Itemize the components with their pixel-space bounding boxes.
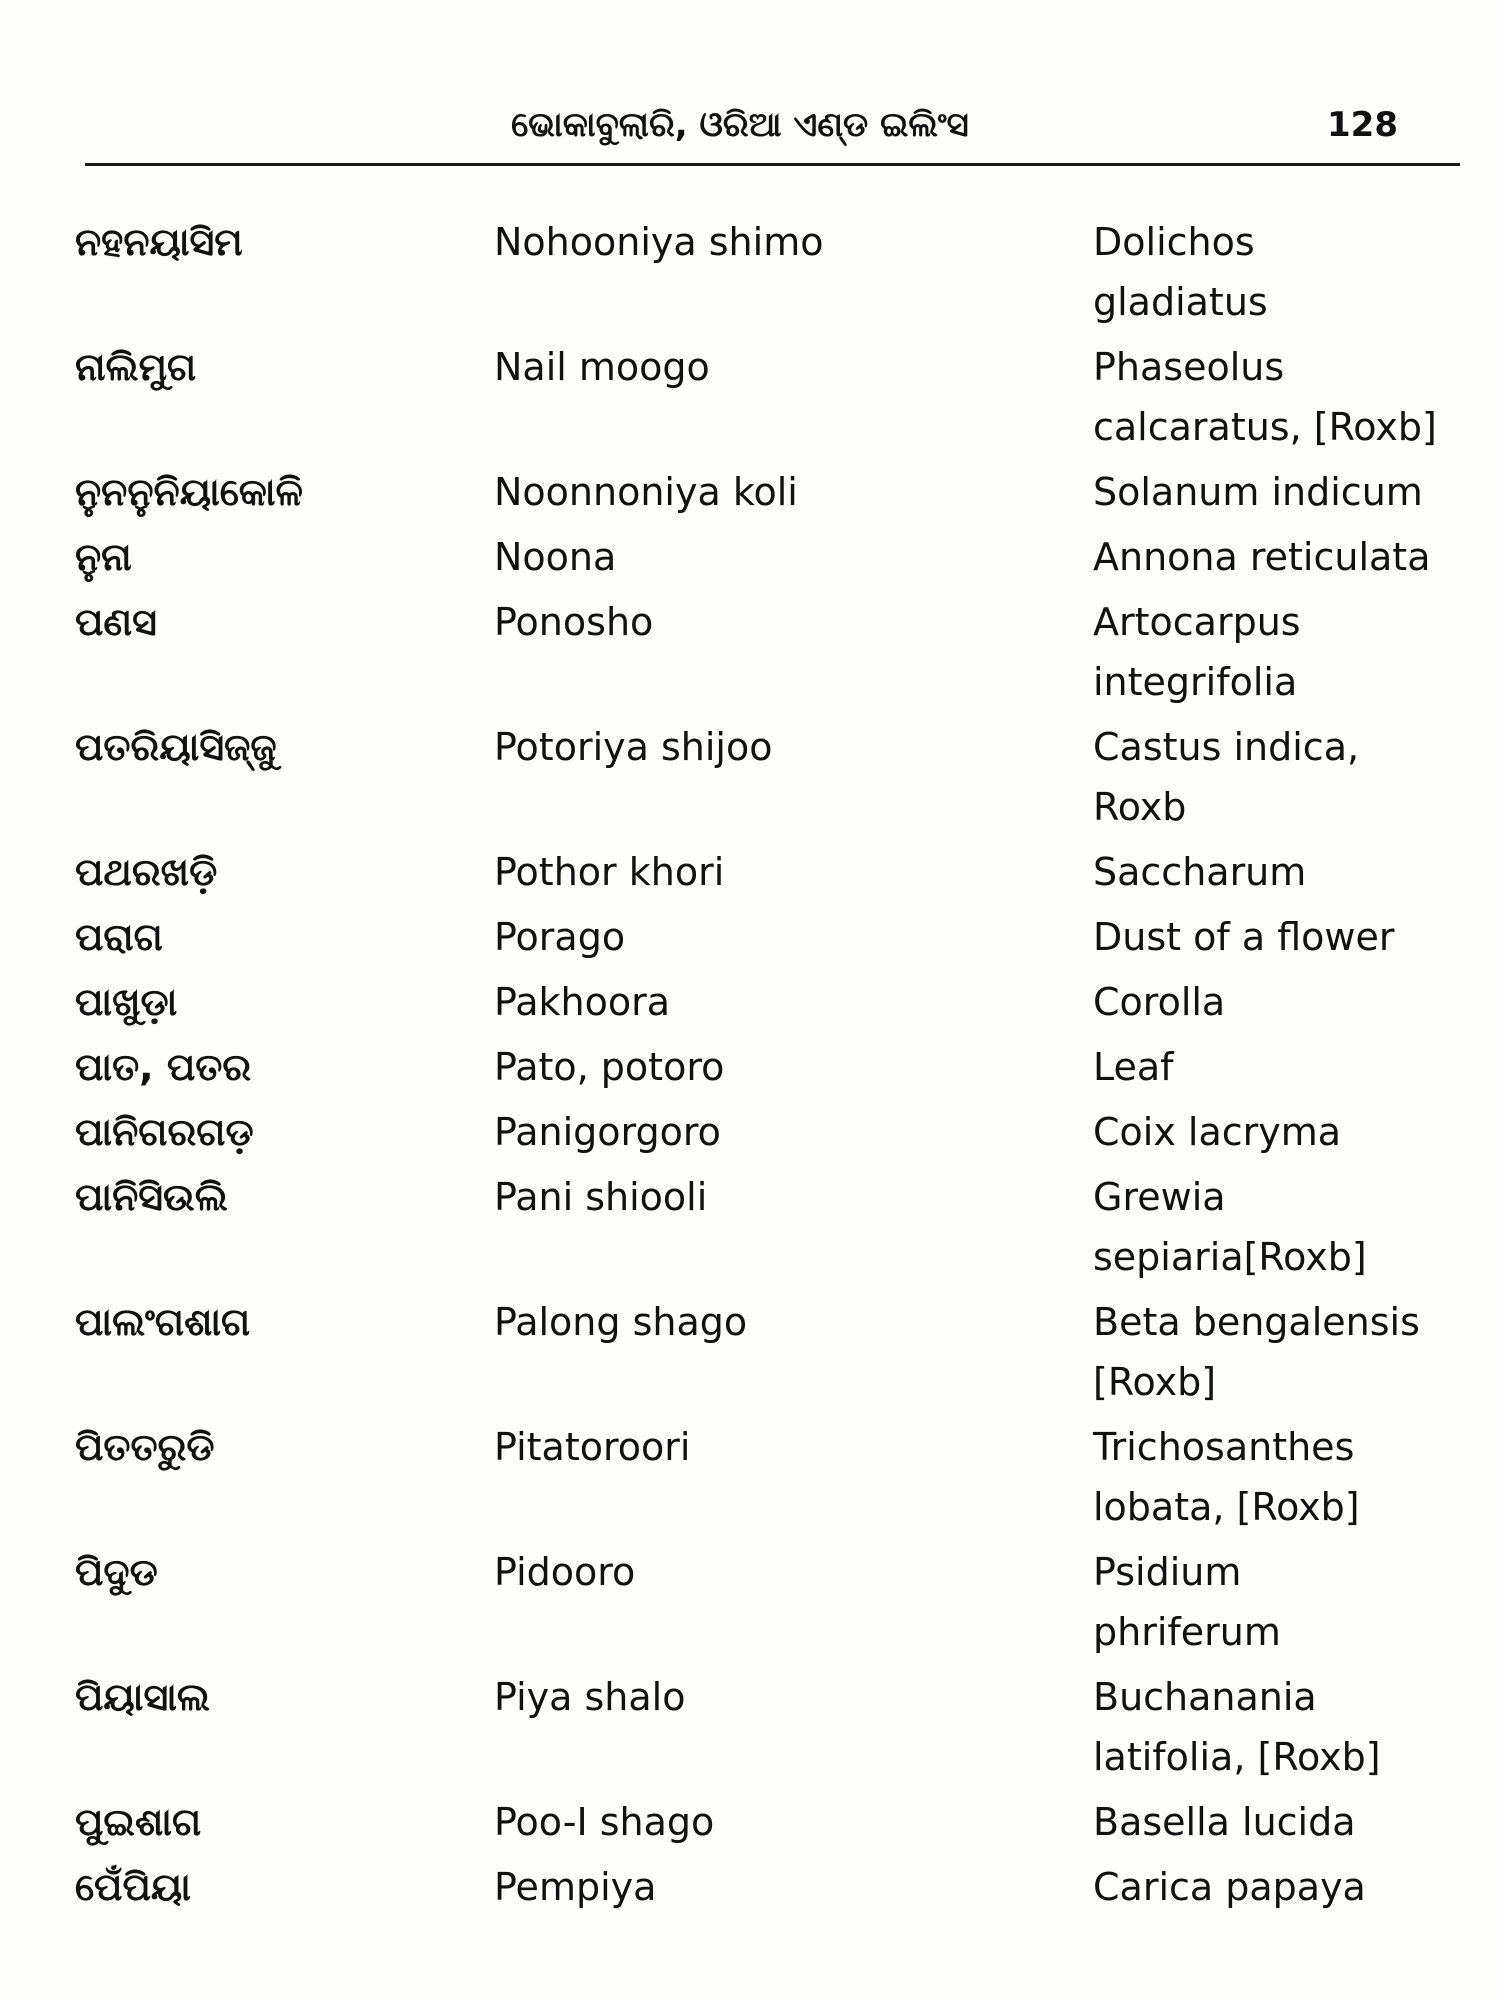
transliteration: Porago	[494, 915, 626, 959]
scientific-name	[1093, 1292, 1488, 1412]
odia-term: ପଣସ	[75, 600, 157, 644]
odia-term: ପାନିସିଉଲି	[75, 1175, 228, 1219]
scientific-name-line: sepiaria[Roxb]	[1093, 1235, 1367, 1279]
scientific-name-line: [Roxb]	[1093, 1360, 1217, 1404]
scientific-name-line: Beta bengalensis	[1093, 1300, 1420, 1344]
scientific-name	[1093, 1667, 1488, 1787]
scientific-name-line: Phaseolus	[1093, 345, 1285, 389]
scientific-name-line: Saccharum	[1093, 850, 1307, 894]
scientific-name	[1093, 337, 1488, 457]
odia-term: ପିୟାସାଲ	[75, 1675, 210, 1719]
scientific-name-line: Castus indica,	[1093, 725, 1360, 769]
scientific-name	[1093, 717, 1488, 837]
running-title: ଭୋକାବୁଲାରି, ଓରିଆ ଏଣ୍ଡ ଇଲିଂସ	[511, 105, 969, 145]
odia-term: ପିଦୁଡ	[75, 1550, 158, 1594]
odia-term: ପୁଇଶାଗ	[75, 1800, 202, 1844]
odia-term: ପାନିଗରଗଡ଼	[75, 1110, 254, 1154]
transliteration: Nohooniya shimo	[494, 220, 824, 264]
odia-term: ପତରିୟାସିଜ୍ଜୁ	[75, 725, 277, 769]
transliteration: Ponosho	[494, 600, 654, 644]
transliteration: Noonnoniya koli	[494, 470, 798, 514]
transliteration: Poo-I shago	[494, 1800, 715, 1844]
scientific-name	[1093, 462, 1488, 522]
odia-term: ପେଁପିୟା	[75, 1865, 191, 1909]
scientific-name	[1093, 1037, 1488, 1097]
odia-term: ନୁନନୁନିୟାକୋଳି	[75, 470, 303, 514]
transliteration: Nail moogo	[494, 345, 710, 389]
transliteration: Potoriya shijoo	[494, 725, 773, 769]
scientific-name-line: Buchanania	[1093, 1675, 1317, 1719]
page-number: 128	[1327, 105, 1398, 145]
scientific-name	[1093, 1542, 1488, 1662]
scientific-name-line: Trichosanthes	[1093, 1425, 1355, 1469]
odia-term: ପାଲଂଗଶାଗ	[75, 1300, 251, 1344]
scientific-name	[1093, 527, 1488, 587]
scientific-name-line: lobata, [Roxb]	[1093, 1485, 1360, 1529]
scientific-name-line: Leaf	[1093, 1045, 1174, 1089]
scientific-name	[1093, 212, 1488, 332]
scientific-name-line: Artocarpus	[1093, 600, 1301, 644]
scientific-name-line: Grewia	[1093, 1175, 1226, 1219]
scientific-name	[1093, 1857, 1488, 1917]
transliteration: Pidooro	[494, 1550, 636, 1594]
scientific-name-line: Solanum indicum	[1093, 470, 1423, 514]
scientific-name-line: latifolia, [Roxb]	[1093, 1735, 1381, 1779]
scientific-name-line: Basella lucida	[1093, 1800, 1356, 1844]
scientific-name	[1093, 907, 1488, 967]
transliteration: Noona	[494, 535, 617, 579]
scientific-name-line: Corolla	[1093, 980, 1226, 1024]
scientific-name	[1093, 1167, 1488, 1287]
scientific-name	[1093, 842, 1488, 902]
header-rule	[85, 163, 1460, 166]
odia-term: ପାତ, ପତର	[75, 1045, 252, 1089]
scientific-name	[1093, 1102, 1488, 1162]
scientific-name	[1093, 972, 1488, 1032]
transliteration: Pato, potoro	[494, 1045, 725, 1089]
odia-term: ପିତତରୁଡି	[75, 1425, 215, 1469]
odia-term: ପରାଗ	[75, 915, 163, 959]
odia-term: ନୁନା	[75, 535, 132, 579]
scientific-name-line: Roxb	[1093, 785, 1187, 829]
scientific-name-line: calcaratus, [Roxb]	[1093, 405, 1437, 449]
scientific-name-line: Coix lacryma	[1093, 1110, 1342, 1154]
scientific-name-line: Annona reticulata	[1093, 535, 1431, 579]
scientific-name-line: Dust of a flower	[1093, 915, 1395, 959]
scientific-name-line: Psidium	[1093, 1550, 1242, 1594]
page-header	[85, 95, 1460, 155]
odia-term: ପଥରଖଡ଼ି	[75, 850, 218, 894]
odia-term: ପାଖୁଡ଼ା	[75, 980, 178, 1024]
transliteration: Pempiya	[494, 1865, 657, 1909]
odia-term: ନହନୟାସିମ	[75, 220, 243, 264]
transliteration: Panigorgoro	[494, 1110, 721, 1154]
scientific-name-line: Dolichos	[1093, 220, 1255, 264]
scientific-name-line: phriferum	[1093, 1610, 1281, 1654]
transliteration: Pothor khori	[494, 850, 725, 894]
odia-term: ନାଲିମୁଗ	[75, 345, 197, 389]
transliteration: Piya shalo	[494, 1675, 686, 1719]
transliteration: Pani shiooli	[494, 1175, 708, 1219]
scientific-name-line: gladiatus	[1093, 280, 1268, 324]
scientific-name	[1093, 1792, 1488, 1852]
scientific-name-line: Carica papaya	[1093, 1865, 1366, 1909]
transliteration: Pakhoora	[494, 980, 670, 1024]
transliteration: Pitatoroori	[494, 1425, 691, 1469]
scientific-name-line: integrifolia	[1093, 660, 1298, 704]
scientific-name	[1093, 1417, 1488, 1537]
transliteration: Palong shago	[494, 1300, 748, 1344]
scientific-name	[1093, 592, 1488, 712]
